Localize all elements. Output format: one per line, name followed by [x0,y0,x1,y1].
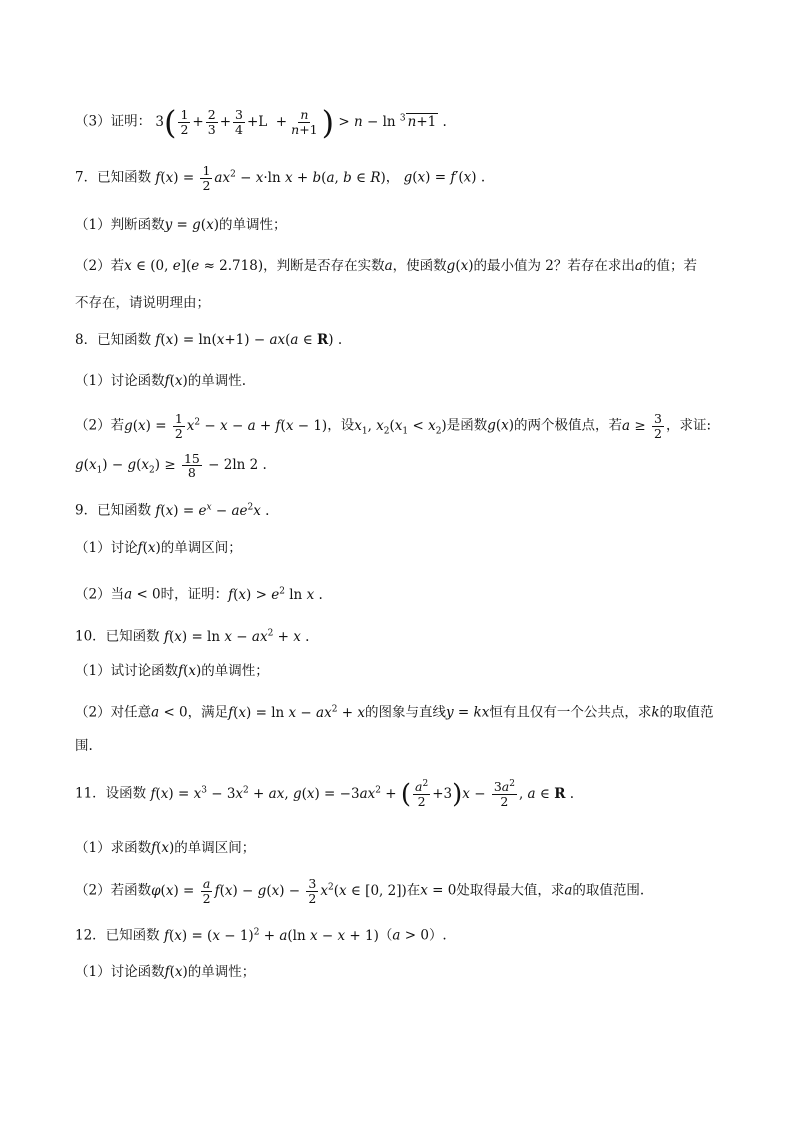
problem-6-part-3: （3）证明： 3( $\frac{1}{2}$ + $\frac{2}{3}$ + $\frac{3}{4}$ +L + $\frac{n}{n+1}$ ) > n − ln $^3$ n+1 . [75,103,447,141]
problem-7-statement: 7．已知函数 f(x) = $\frac{1}{2}$ $ax^2 - x\cdot\ln$ x + b(a, b ∈ R)， g(x) = f′(x) . [75,163,486,193]
problem-12-statement: 12．已知函数 $f(x) = (x - 1)^2 + a(\ln$ x − x + 1)（a > 0）. [75,927,447,944]
problem-8-inequality: $g(x_1) - g(x_2)$ ≥ $\frac{15}{8}$ − 2ln 2 . [75,451,267,481]
problem-7-part-2-cont: 不存在，请说明理由； [75,295,210,311]
problem-8-part-2: （2）若g(x) = $\frac{1}{2}$ $x^2 - x - a + f(x - 1)$，设$x_1$, $x_2(x_1 < x_2)$是函数g(x)的两个极值点，若a ≥ $\frac{3}{2}$ ，求证: [75,411,712,441]
problem-7-part-2: （2）若x ∈ (0, e](e ≈ 2.718)，判断是否存在实数a，使函数g(x)的最小值为 2？若存在求出a的值；若 [75,258,697,274]
problem-11-part-1: （1）求函数f(x)的单调区间； [75,840,256,856]
problem-9-part-1: （1）讨论f(x)的单调区间； [75,540,242,556]
problem-10-part-1: （1）试讨论函数f(x)的单调性； [75,663,269,679]
problem-9-part-2: （2）当a < 0时，证明：$f(x) > e^2$ ln x . [75,586,323,603]
formula-sum-inequality: 3( $\frac{1}{2}$ + $\frac{2}{3}$ + $\frac{3}{4}$ +L + $\frac{n}{n+1}$ ) > n − ln $^3$ n+1 . [155,103,447,141]
problem-8-statement: 8．已知函数 f(x) = ln(x+1) − ax(a ∈ R) . [75,332,343,348]
formula-g7: g(x) = f′(x) . [403,169,486,186]
problem-10-part-2: （2）对任意a < 0，满足$f(x) = \ln x - ax^2 + x$的图象与直线y = kx恒有且仅有一个公共点，求k的取值范 [75,704,714,721]
problem-9-statement: 9．已知函数 $f(x) = e^x - ae^2x$ . [75,502,270,519]
problem-11-statement: 11．设函数 $f(x) = x^3 - 3x^2$ + ax, $g(x) = -3ax^2$ + ( $\frac{a^2}{2}$ +3)x − $\frac{3a^2}{2}$ , a ∈ R . [75,779,575,809]
problem-8-part-1: （1）讨论函数f(x)的单调性. [75,373,247,389]
problem-10-part-2-cont: 围. [75,738,93,754]
problem-12-part-1: （1）讨论函数f(x)的单调性； [75,964,256,980]
formula-f7: f(x) = $\frac{1}{2}$ $ax^2 - x\cdot\ln$ x + b(a, b ∈ R) [155,163,386,193]
problem-10-statement: 10．已知函数 $f(x) = \ln x - ax^2 + x$ . [75,628,310,645]
problem-7-part-1: （1）判断函数y = g(x)的单调性； [75,217,287,233]
problem-11-part-2: （2）若函数φ(x) = $\frac{a}{2}$ f(x) − g(x) − $\frac{3}{2}$ $x^2(x$ ∈ [0, 2])在x = 0处取得最大值，求a的取值范围. [75,876,645,906]
